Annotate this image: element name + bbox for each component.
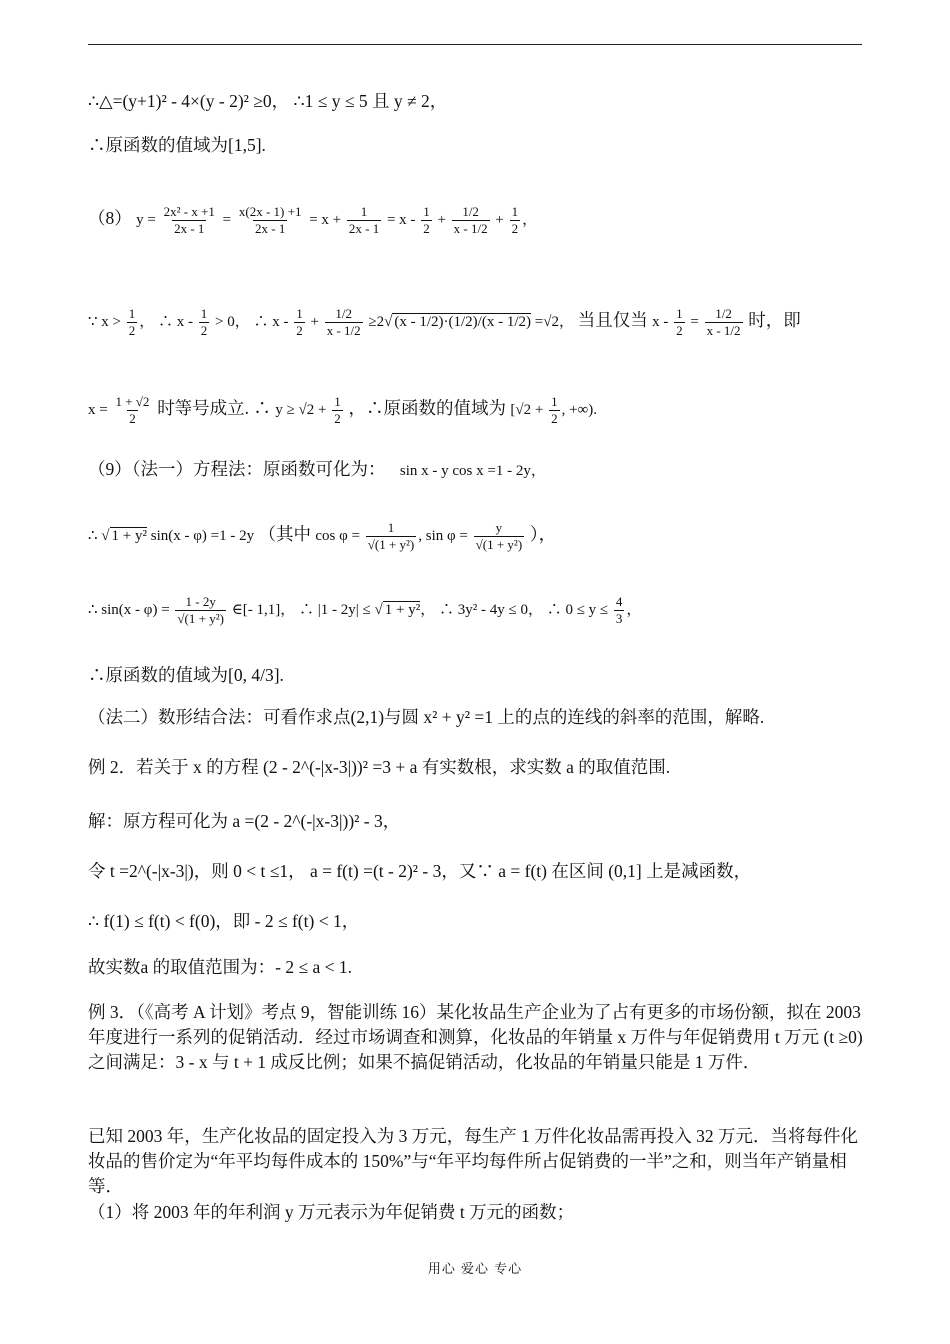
example-2-answer: 故实数a 的取值范围为：- 2 ≤ a < 1. [88,957,352,977]
line-8-result: x = $\frac{1 + √2}{2}$ 时等号成立. ∴ y ≥ √2 + $\frac{1}{2}$ ，∴原函数的值域为 [√2 + $\frac{1}{2}$ , +∞). [88,394,597,426]
line-8: （8） y = $\frac{\text{2x² - x +1}}{2x - 1}$ = $\frac{x(2x - 1) +1}{2x - 1}$ = x + $\frac{1}{2x - 1}$ = x - $\frac{1}{2}$ + $\frac{1/2}{x - 1/2}$ + $\frac{1}{2}$ ， [88,204,538,236]
line-discriminant: ∴△=(y+1)² - 4×(y - 2)² ≥0， ∴1 ≤ y ≤ 5 且 y ≠ 2， [88,91,448,111]
line-method-2: （法二）数形结合法：可看作求点(2,1)与圆 x² + y² =1 上的点的连线的斜率的范围，解略. [88,707,765,727]
example-2-solution: 解：原方程可化为 a =(2 - 2^(-|x-3|))² - 3， [88,811,401,831]
example-3-question-1: （1）将 2003 年的年利润 y 万元表示为年促销费 t 万元的函数； [88,1202,575,1222]
page-footer: 用心 爱心 专心 [427,1262,523,1277]
example-3-intro: 例 3．（《高考 A 计划》考点 9，智能训练 16）某化妆品生产企业为了占有更多的市场份额，拟在 2003 年度进行一系列的促销活动．经过市场调查和测算，化妆品的年销量 x 万件与年促销费用 t 万元 (t ≥0) 之间满足：3 - x 与 t + 1 成反比例；如果不搞促销活动，化妆品的年销量只能是 1 万件． [88,1002,863,1072]
example-2-substitution: 令 t =2^(-|x-3|)，则 0 < t ≤1， a = f(t) =(t - 2)² - 3，又∵ a = f(t) 在区间 (0,1] 上是减函数， [88,861,752,881]
example-2-inequality: ∴ f(1) ≤ f(t) < f(0)，即 - 2 ≤ f(t) < 1， [88,911,360,931]
line-range-1-5: ∴原函数的值域为[1,5]. [88,135,266,155]
line-8-am-gm: ∵ x > $\frac{1}{2}$ ， ∴ x - $\frac{1}{2}$ > 0， ∴ x - $\frac{1}{2}$ + $\frac{1/2}{x - 1/2}$ ≥2√ (x - 1/2)·(1/2)/(x - 1/2) =√2， 当且仅当 x - $\frac{1}{2}$ = $\frac{1/2}{x - 1/2}$ 时，即 [88,306,801,338]
line-9-sin-form: ∴ √ 1 + y² sin(x - φ) =1 - 2y （其中 cos φ = $\frac{1}{\text{√(1 + y²)}}$ , sin φ = $\frac{y}{\text{√(1 + y²)}}$ ）， [88,520,557,552]
example-3-conditions: 已知 2003 年，生产化妆品的固定投入为 3 万元，每生产 1 万件化妆品需再投入 32 万元．当将每件化妆品的售价定为“年平均每件成本的 150%”与“年平均每件所占促销费的一半”之和，则当年产销量相等． [88,1126,858,1196]
line-9: （9）（法一）方程法：原函数可化为： sin x - y cos x =1 - 2y， [88,459,546,479]
line-9-bound: ∴ sin(x - φ) = $\frac{1 - 2y}{\text{√(1 + y²)}}$ ∈[- 1,1]， ∴ |1 - 2y| ≤ √ 1 + y²， ∴ 3y² - 4y ≤ 0， ∴ 0 ≤ y ≤ $\frac{4}{3}$ ， [88,594,642,626]
line-9-result: ∴原函数的值域为[0, 4/3]. [88,665,284,685]
example-2-title: 例 2．若关于 x 的方程 (2 - 2^(-|x-3|))² =3 + a 有实数根，求实数 a 的取值范围. [88,757,671,777]
header-rule [88,44,862,45]
